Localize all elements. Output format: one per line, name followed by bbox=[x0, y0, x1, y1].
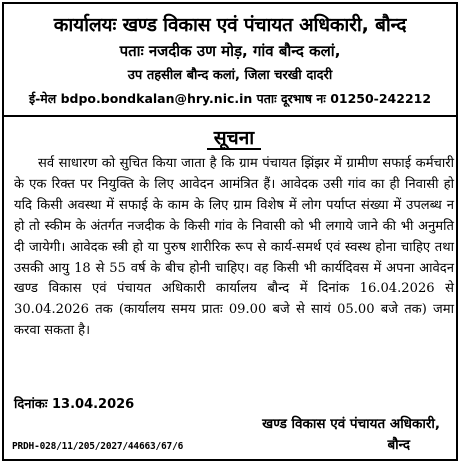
notice-header bbox=[4, 4, 456, 117]
notice-title: सूचना bbox=[213, 127, 255, 149]
notice-date: दिनांकः 13.04.2026 bbox=[14, 397, 135, 412]
title-underline bbox=[207, 148, 261, 150]
notice-body: सर्व साधारण को सुचित किया जाता है कि ग्राम पंचायत झिंझर में ग्रामीण सफाई कर्मचारी के एक रिक्त पर नियुक्ति के लिए आवेदन आमंत्रित हैं। आवेदक उसी गांव का ही निवासी हो यदि किसी अवस्था में सफाई के काम के लिए ग्राम विशेष में लोग पर्याप्त संख्या में उपलब्ध न हो तो स्कीम के अंतर्गत नजदीक के किसी गांव के निवासी को भी लगाये जाने की भी अनुमति दी जायेगी। आवेदक स्त्री हो या पुरुष शारीरिक रूप से कार्य-समर्थ एवं स्वस्थ होना चाहिए तथा उसकी आयु 18 से 55 वर्ष के बीच होनी चाहिए। वह किसी भी कार्यदिवस में अपना आवेदन खण्ड विकास एवं पंचायत अधिकारी कार्यालय बौन्द में दिनांक 16.04.2026 से 30.04.2026 तक (कार्यालय समय प्रातः 09.00 बजे से सायं 05.00 बजे तक) जमा करवा सकता है। bbox=[14, 156, 454, 339]
address-line-1: पताः नजदीक उण मोड़, गांव बौन्द कलां, bbox=[119, 42, 341, 60]
office-title: कार्यालयः खण्ड विकास एवं पंचायत अधिकारी, बौन्द bbox=[53, 14, 407, 36]
notice-body-block bbox=[14, 154, 454, 342]
signatory-place: बौन्द bbox=[387, 437, 410, 453]
notice-title-block bbox=[199, 124, 269, 152]
public-notice bbox=[2, 2, 458, 461]
address-line-2: उप तहसील बौन्द कलां, जिला चरखी दादरी bbox=[127, 68, 333, 83]
reference-number: PRDH-028/11/205/2027/44663/67/6 bbox=[12, 441, 184, 452]
contact-line: ई-मेल bdpo.bondkalan@hry.nic.in पताः दूरभाष नः 01250-242212 bbox=[28, 91, 432, 106]
signatory-title: खण्ड विकास एवं पंचायत अधिकारी, bbox=[262, 416, 440, 432]
